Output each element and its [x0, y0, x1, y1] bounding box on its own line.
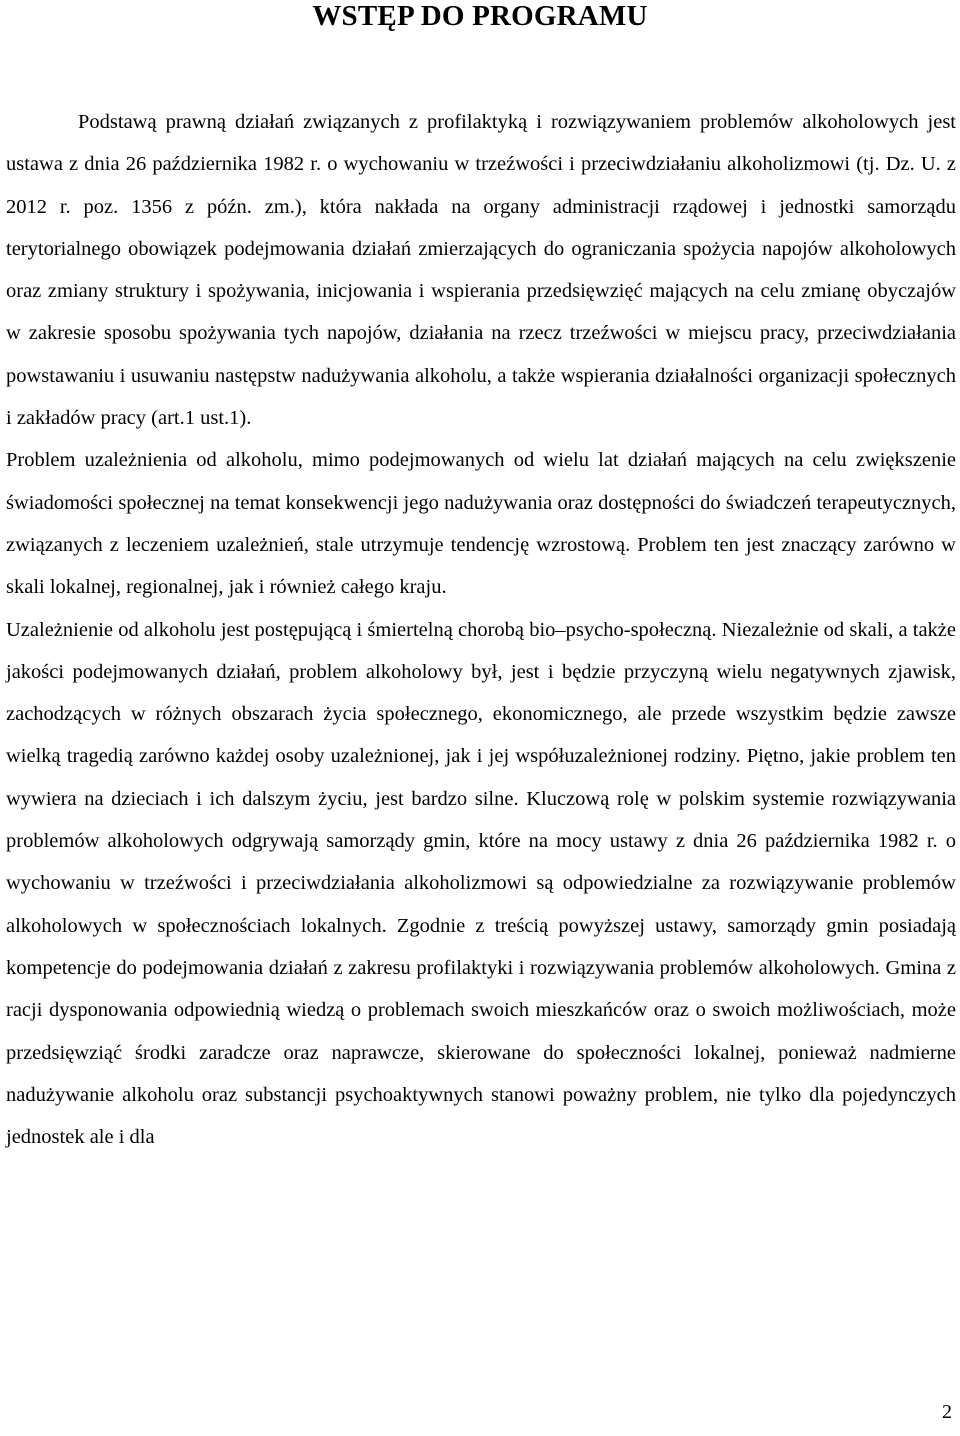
page-title: WSTĘP DO PROGRAMU	[312, 0, 648, 32]
paragraph-legal-basis: Podstawą prawną działań związanych z profilaktyką i rozwiązywaniem problemów alkoholowych jest ustawa z dnia 26 października 1982 r. o wychowaniu w trzeźwości i przeciwdziałaniu alkoholizmowi (tj. Dz. U. z 2012 r. poz. 1356 z późn. zm.), która nakłada na organy administracji rządowej i jednostki samorządu terytorialnego obowiązek podejmowania działań zmierzających do ograniczania spożycia napojów alkoholowych oraz zmiany struktury i spożywania, inicjowania i wspierania przedsięwzięć mających na celu zmianę obyczajów w zakresie sposobu spożywania tych napojów, działania na rzecz trzeźwości w miejscu pracy, przeciwdziałania powstawaniu i usuwaniu następstw nadużywania alkoholu, a także wspierania działalności organizacji społecznych i zakładów pracy (art.1 ust.1).	[6, 111, 956, 430]
page-number: 2	[942, 1401, 952, 1423]
paragraph-addiction-problem: Problem uzależnienia od alkoholu, mimo podejmowanych od wielu lat działań mających na celu zwiększenie świadomości społecznej na temat konsekwencji jego nadużywania oraz dostępności do świadczeń terapeutycznych, związanych z leczeniem uzależnień, stale utrzymuje tendencję wzrostową. Problem ten jest znaczący zarówno w skali lokalnej, regionalnej, jak i również całego kraju.	[6, 449, 956, 599]
paragraph-addiction-disease: Uzależnienie od alkoholu jest postępującą i śmiertelną chorobą bio–psycho-społeczną. Niezależnie od skali, a także jakości podejmowanych działań, problem alkoholowy był, jest i będzie przyczyną wielu negatywnych zjawisk, zachodzących w różnych obszarach życia społecznego, ekonomicznego, ale przede wszystkim będzie zawsze wielką tragedią zarówno każdej osoby uzależnionej, jak i jej współuzależnionej rodziny. Piętno, jakie problem ten wywiera na dzieciach i ich dalszym życiu, jest bardzo silne. Kluczową rolę w polskim systemie rozwiązywania problemów alkoholowych odgrywają samorządy gmin, które na mocy ustawy z dnia 26 października 1982 r. o wychowaniu w trzeźwości i przeciwdziałania alkoholizmowi są odpowiedzialne za rozwiązywanie problemów alkoholowych w społecznościach lokalnych. Zgodnie z treścią powyższej ustawy, samorządy gmin posiadają kompetencje do podejmowania działań z zakresu profilaktyki i rozwiązywania problemów alkoholowych. Gmina z racji dysponowania odpowiednią wiedzą o problemach swoich mieszkańców oraz o swoich możliwościach, może przedsięwziąć środki zaradcze oraz naprawcze, skierowane do społeczności lokalnej, ponieważ nadmierne nadużywanie alkoholu oraz substancji psychoaktywnych stanowi poważny problem, nie tylko dla pojedynczych jednostek ale i dla	[6, 618, 956, 1149]
document-body	[6, 101, 956, 1158]
